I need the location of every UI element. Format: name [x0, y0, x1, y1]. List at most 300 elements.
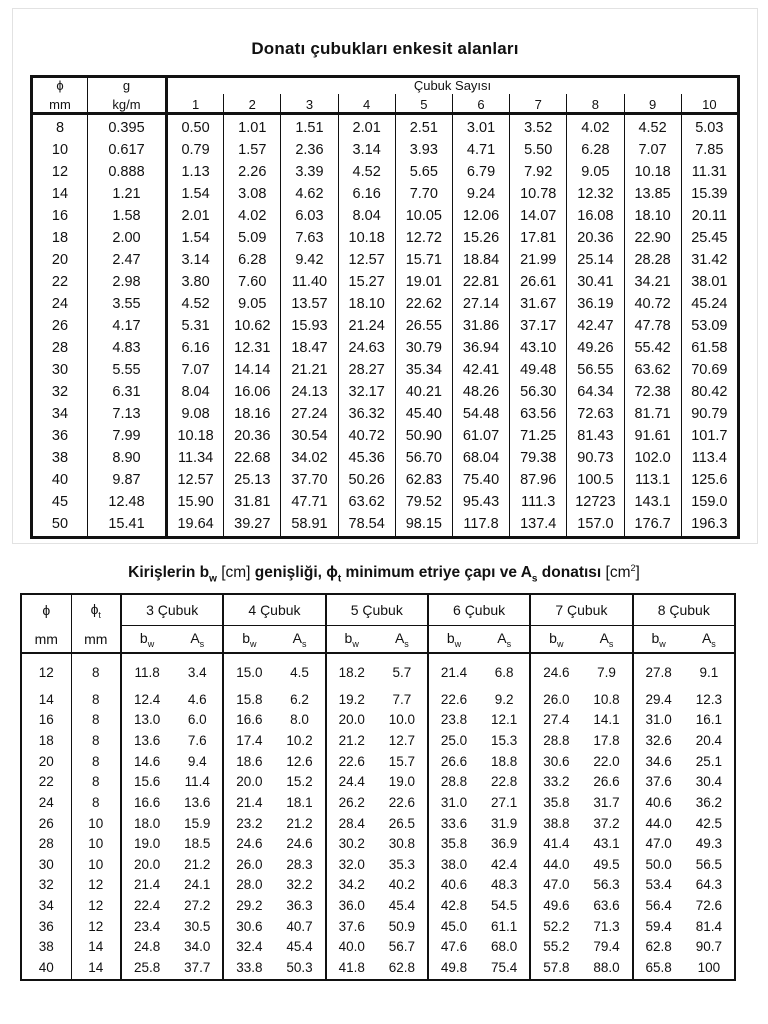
- area-cell: 28.28: [624, 250, 681, 272]
- as-cell: 5.7: [377, 653, 428, 690]
- as-symbol: A: [599, 629, 609, 646]
- area-cell: 27.14: [452, 294, 509, 316]
- table-row: [21, 710, 735, 731]
- as-cell: 6.2: [274, 690, 325, 711]
- area-cell: 25.14: [567, 250, 624, 272]
- as-cell: 50.3: [274, 958, 325, 980]
- area-cell: 9.05: [567, 162, 624, 184]
- as-cell: 9.1: [684, 653, 735, 690]
- bar-group-header: 3 Çubuk: [121, 594, 223, 626]
- as-cell: 18.8: [479, 752, 530, 773]
- bw-cell: 33.6: [440, 815, 468, 831]
- as-cell: 62.8: [377, 958, 428, 980]
- bw-cell: 22.6: [440, 691, 468, 707]
- table-row: [32, 513, 739, 537]
- bw-cell: 26.0: [543, 691, 570, 707]
- diameter-cell: 32: [32, 382, 88, 404]
- as-cell: 12.6: [274, 752, 325, 773]
- bw-cell: 23.8: [440, 712, 468, 728]
- area-cell: 1.54: [167, 184, 224, 206]
- phi-t-sub: t: [98, 609, 101, 620]
- bw-cell: 40.0: [338, 939, 365, 955]
- area-cell: 21.99: [510, 250, 567, 272]
- as-cell: 49.5: [581, 855, 632, 876]
- as-cell: 54.5: [479, 896, 530, 917]
- as-cell: 15.7: [377, 752, 428, 773]
- area-cell: 54.48: [452, 404, 509, 426]
- weight-cell: 4.17: [88, 316, 167, 338]
- as-sub: s: [608, 638, 614, 649]
- area-cell: 22.68: [224, 448, 281, 470]
- bw-cell: 29.4: [645, 691, 672, 707]
- bw-cell: 33.2: [543, 774, 570, 790]
- area-cell: 12.72: [395, 228, 452, 250]
- as-cell: 9.2: [479, 690, 530, 711]
- diameter-cell: 18: [32, 228, 88, 250]
- area-cell: 1.51: [281, 114, 338, 141]
- area-cell: 15.93: [281, 316, 338, 338]
- as-cell: 9.4: [172, 752, 223, 773]
- area-cell: 7.07: [624, 140, 681, 162]
- title-sub: w: [209, 573, 217, 585]
- diameter-cell: 50: [32, 513, 88, 537]
- area-cell: 22.90: [624, 228, 681, 250]
- bw-cell: 24.6: [543, 664, 570, 680]
- area-cell: 75.40: [452, 470, 509, 492]
- bw-symbol: b: [651, 629, 660, 646]
- area-cell: 3.93: [395, 140, 452, 162]
- as-cell: 22.8: [479, 772, 530, 793]
- phi-unit-header: mm: [32, 94, 88, 114]
- area-cell: 18.10: [624, 206, 681, 228]
- table-row: [32, 294, 739, 316]
- bw-cell: 21.4: [133, 877, 161, 893]
- rebar-area-table: [30, 75, 740, 539]
- area-cell: 70.69: [691, 361, 728, 378]
- bw-cell: 22.6: [338, 753, 365, 769]
- title-part: genişliği,: [254, 564, 327, 582]
- area-cell: 32.17: [338, 382, 395, 404]
- as-cell: 26.5: [377, 813, 428, 834]
- as-cell: 75.4: [479, 958, 530, 980]
- diameter-cell: 20: [32, 250, 88, 272]
- diameter-cell: 26: [32, 316, 88, 338]
- bw-cell: 28.0: [236, 877, 263, 893]
- bw-sub: w: [556, 638, 564, 649]
- bw-cell: 20.0: [236, 774, 263, 790]
- area-cell: 7.60: [224, 272, 281, 294]
- as-cell: 17.8: [581, 731, 632, 752]
- bw-symbol: b: [242, 629, 251, 646]
- bw-cell: 45.0: [440, 918, 468, 934]
- area-cell: 72.63: [567, 404, 624, 426]
- table-row: [21, 855, 735, 876]
- table-row: [32, 426, 739, 448]
- area-cell: 18.47: [281, 338, 338, 360]
- as-cell: 25.1: [684, 752, 735, 773]
- area-cell: 10.18: [624, 162, 681, 184]
- area-cell: 90.79: [691, 405, 728, 422]
- bw-cell: 34.6: [645, 753, 672, 769]
- as-header: [172, 626, 223, 654]
- area-cell: 19.64: [167, 513, 224, 537]
- title-part: Kirişlerin b: [128, 564, 210, 582]
- diameter-cell: 22: [21, 772, 71, 793]
- area-cell: 61.07: [452, 426, 509, 448]
- stirrup-cell: 12: [71, 896, 121, 917]
- area-cell: 95.43: [452, 492, 509, 514]
- diameter-cell: 14: [21, 690, 71, 711]
- bw-cell: 29.2: [236, 898, 263, 914]
- area-cell: 9.42: [281, 250, 338, 272]
- diameter-cell: 40: [32, 470, 88, 492]
- bw-cell: 42.8: [440, 898, 468, 914]
- table-row: [32, 338, 739, 360]
- bw-cell: 56.4: [645, 898, 672, 914]
- bw-symbol: b: [344, 629, 353, 646]
- area-cell: 14.07: [510, 206, 567, 228]
- area-cell: 3.08: [224, 184, 281, 206]
- as-cell: 68.0: [479, 937, 530, 958]
- stirrup-cell: 10: [71, 813, 121, 834]
- area-cell: 48.26: [452, 382, 509, 404]
- as-symbol: A: [292, 629, 302, 646]
- phi-t-header: [71, 594, 121, 626]
- table-row: [32, 162, 739, 184]
- area-cell: 63.56: [510, 404, 567, 426]
- as-cell: 37.2: [581, 813, 632, 834]
- area-cell: 137.4: [510, 513, 567, 537]
- bar-group-header: 6 Çubuk: [428, 594, 530, 626]
- area-cell: 1.57: [224, 140, 281, 162]
- bar-count-4: 4: [338, 94, 395, 114]
- area-cell: 4.52: [167, 294, 224, 316]
- bar-count-10: 10: [681, 94, 738, 114]
- bw-header: [223, 626, 274, 654]
- diameter-cell: 38: [32, 448, 88, 470]
- area-cell: 56.30: [510, 382, 567, 404]
- as-cell: 24.6: [274, 834, 325, 855]
- stirrup-cell: 14: [71, 937, 121, 958]
- area-cell: 6.16: [338, 184, 395, 206]
- area-cell: 98.15: [395, 513, 452, 537]
- bw-cell: 26.6: [440, 753, 468, 769]
- bw-cell: 50.0: [645, 856, 672, 872]
- area-cell: 49.26: [567, 338, 624, 360]
- stirrup-cell: 14: [71, 958, 121, 980]
- bar-count-7: 7: [510, 94, 567, 114]
- area-cell: 12.32: [567, 184, 624, 206]
- title-part: minimum etriye çapı ve A: [341, 564, 532, 582]
- diameter-cell: 34: [32, 404, 88, 426]
- area-cell: 10.18: [338, 228, 395, 250]
- area-cell: 4.02: [224, 206, 281, 228]
- as-cell: 71.3: [581, 917, 632, 938]
- bw-cell: 49.6: [543, 898, 570, 914]
- phi-header: ϕ: [21, 594, 71, 626]
- as-cell: 11.4: [172, 772, 223, 793]
- area-cell: 50.90: [395, 426, 452, 448]
- area-cell: 6.28: [567, 140, 624, 162]
- bar-group-header: 8 Çubuk: [633, 594, 735, 626]
- table-row: [21, 793, 735, 814]
- bar-count-8: 8: [567, 94, 624, 114]
- area-cell: 62.83: [395, 470, 452, 492]
- area-cell: 11.31: [691, 164, 727, 181]
- as-cell: 40.7: [274, 917, 325, 938]
- area-cell: 6.79: [452, 162, 509, 184]
- area-cell: 4.62: [281, 184, 338, 206]
- area-cell: 14.14: [224, 360, 281, 382]
- table-row: [21, 937, 735, 958]
- bar-count-5: 5: [395, 94, 452, 114]
- area-cell: 79.52: [395, 492, 452, 514]
- as-sub: s: [301, 638, 307, 649]
- area-cell: 79.38: [510, 448, 567, 470]
- as-cell: 22.6: [377, 793, 428, 814]
- area-cell: 36.19: [567, 294, 624, 316]
- as-symbol: A: [190, 629, 200, 646]
- as-cell: 31.7: [581, 793, 632, 814]
- table-row: [32, 184, 739, 206]
- as-cell: 12.7: [377, 731, 428, 752]
- as-cell: 48.3: [479, 875, 530, 896]
- bw-cell: 24.8: [133, 939, 161, 955]
- bw-header: [530, 626, 581, 654]
- as-sub: s: [404, 638, 409, 649]
- area-cell: 113.4: [691, 449, 727, 466]
- area-cell: 40.21: [395, 382, 452, 404]
- area-cell: 45.24: [691, 295, 728, 312]
- as-cell: 88.0: [581, 958, 632, 980]
- as-cell: 30.4: [684, 772, 735, 793]
- area-cell: 3.01: [452, 114, 509, 141]
- bw-cell: 59.4: [645, 918, 672, 934]
- as-cell: 30.5: [172, 917, 223, 938]
- as-symbol: A: [701, 629, 712, 646]
- area-cell: 42.47: [567, 316, 624, 338]
- area-cell: 5.50: [510, 140, 567, 162]
- as-cell: 21.2: [172, 855, 223, 876]
- as-cell: 24.1: [172, 875, 223, 896]
- area-cell: 7.07: [167, 360, 224, 382]
- area-cell: 47.78: [624, 316, 681, 338]
- bw-cell: 28.8: [543, 733, 570, 749]
- area-cell: 6.28: [224, 250, 281, 272]
- area-cell: 56.70: [395, 448, 452, 470]
- area-cell: 117.8: [452, 513, 509, 537]
- bw-cell: 23.2: [236, 815, 263, 831]
- title-part: donatısı: [537, 564, 606, 582]
- area-cell: 5.65: [395, 162, 452, 184]
- area-cell: 87.96: [510, 470, 567, 492]
- bw-cell: 40.6: [645, 794, 672, 810]
- bw-cell: 20.0: [133, 856, 161, 872]
- as-cell: 34.0: [172, 937, 223, 958]
- area-cell: 12.31: [224, 338, 281, 360]
- as-cell: 6.0: [172, 710, 223, 731]
- area-cell: 37.17: [510, 316, 567, 338]
- weight-cell: 2.98: [88, 272, 167, 294]
- as-cell: 12.3: [684, 690, 735, 711]
- stirrup-cell: 8: [71, 772, 121, 793]
- area-cell: 2.51: [395, 114, 452, 141]
- bw-cell: 31.0: [440, 794, 468, 810]
- beam-width-table: [20, 593, 736, 981]
- area-cell: 10.78: [510, 184, 567, 206]
- bw-sub: w: [352, 638, 359, 649]
- as-cell: 50.9: [377, 917, 428, 938]
- as-sub: s: [711, 638, 716, 649]
- area-cell: 196.3: [691, 515, 728, 532]
- area-cell: 3.39: [281, 162, 338, 184]
- diameter-cell: 22: [32, 272, 88, 294]
- bw-cell: 30.6: [236, 918, 263, 934]
- table-row: [32, 404, 739, 426]
- area-cell: 12.57: [167, 470, 224, 492]
- area-cell: 15.26: [452, 228, 509, 250]
- as-cell: 10.0: [377, 710, 428, 731]
- bw-cell: 52.2: [543, 918, 570, 934]
- table-row: [32, 360, 739, 382]
- area-cell: 10.62: [224, 316, 281, 338]
- table-row: [32, 114, 739, 141]
- as-cell: 72.6: [684, 896, 735, 917]
- area-cell: 11.34: [167, 448, 224, 470]
- area-cell: 30.54: [281, 426, 338, 448]
- as-cell: 15.2: [274, 772, 325, 793]
- bw-cell: 37.6: [645, 774, 672, 790]
- area-cell: 37.70: [281, 470, 338, 492]
- area-cell: 1.54: [167, 228, 224, 250]
- weight-cell: 12.48: [88, 492, 167, 514]
- table-row: [21, 772, 735, 793]
- bw-cell: 32.0: [338, 856, 365, 872]
- bw-cell: 30.6: [543, 753, 570, 769]
- area-cell: 12723: [567, 492, 624, 514]
- area-cell: 20.36: [567, 228, 624, 250]
- area-cell: 58.91: [281, 513, 338, 537]
- diameter-cell: 8: [32, 114, 88, 141]
- area-cell: 81.71: [624, 404, 681, 426]
- as-cell: 6.8: [479, 653, 530, 690]
- bw-cell: 22.4: [133, 898, 161, 914]
- area-cell: 24.13: [281, 382, 338, 404]
- area-cell: 3.52: [510, 114, 567, 141]
- as-header: [274, 626, 325, 654]
- area-cell: 13.57: [281, 294, 338, 316]
- title-sup: 2: [630, 563, 636, 573]
- bw-cell: 30.2: [338, 836, 365, 852]
- bw-cell: 17.4: [236, 733, 263, 749]
- as-cell: 27.2: [172, 896, 223, 917]
- area-cell: 53.09: [691, 317, 728, 334]
- as-cell: 3.4: [172, 653, 223, 690]
- bw-cell: 35.8: [543, 794, 570, 810]
- area-cell: 91.61: [624, 426, 681, 448]
- stirrup-cell: 8: [71, 690, 121, 711]
- weight-cell: 3.55: [88, 294, 167, 316]
- area-cell: 30.41: [567, 272, 624, 294]
- area-cell: 176.7: [624, 513, 681, 537]
- area-cell: 0.50: [167, 114, 224, 141]
- title-part: [cm]: [216, 564, 255, 582]
- area-cell: 9.24: [452, 184, 509, 206]
- bw-symbol: b: [139, 629, 148, 646]
- area-cell: 78.54: [338, 513, 395, 537]
- bw-cell: 15.0: [236, 664, 263, 680]
- area-cell: 21.21: [281, 360, 338, 382]
- area-cell: 2.36: [281, 140, 338, 162]
- table-row: [21, 690, 735, 711]
- diameter-cell: 12: [32, 162, 88, 184]
- bw-cell: 38.8: [543, 815, 570, 831]
- bw-cell: 21.4: [440, 664, 468, 680]
- as-header: [479, 626, 530, 654]
- as-cell: 56.5: [684, 855, 735, 876]
- bw-cell: 13.6: [133, 733, 161, 749]
- bw-cell: 47.0: [543, 877, 570, 893]
- as-cell: 12.1: [479, 710, 530, 731]
- stirrup-cell: 8: [71, 710, 121, 731]
- bw-cell: 38.0: [440, 856, 468, 872]
- area-cell: 34.21: [624, 272, 681, 294]
- phi-symbol: ϕ: [326, 564, 338, 582]
- as-cell: 43.1: [581, 834, 632, 855]
- area-cell: 20.36: [224, 426, 281, 448]
- area-cell: 27.24: [281, 404, 338, 426]
- diameter-cell: 30: [21, 855, 71, 876]
- area-cell: 5.31: [167, 316, 224, 338]
- area-cell: 38.01: [691, 273, 728, 290]
- bw-cell: 18.0: [133, 815, 161, 831]
- area-cell: 113.1: [624, 470, 681, 492]
- rebar-area-rows: [32, 114, 739, 538]
- area-cell: 49.48: [510, 360, 567, 382]
- as-header: [377, 626, 428, 654]
- as-cell: 56.7: [377, 937, 428, 958]
- bar-group-header: 4 Çubuk: [223, 594, 325, 626]
- weight-cell: 1.58: [88, 206, 167, 228]
- bw-symbol: b: [446, 629, 455, 646]
- bw-cell: 47.6: [440, 939, 468, 955]
- weight-cell: 0.888: [88, 162, 167, 184]
- area-cell: 68.04: [452, 448, 509, 470]
- area-cell: 4.52: [338, 162, 395, 184]
- area-cell: 22.62: [395, 294, 452, 316]
- as-cell: 18.1: [274, 793, 325, 814]
- area-cell: 71.25: [510, 426, 567, 448]
- area-cell: 2.01: [338, 114, 395, 141]
- area-cell: 43.10: [510, 338, 567, 360]
- as-cell: 42.5: [684, 813, 735, 834]
- bar-count-6: 6: [452, 94, 509, 114]
- diameter-cell: 28: [21, 834, 71, 855]
- bw-cell: 26.0: [236, 856, 263, 872]
- as-cell: 61.1: [479, 917, 530, 938]
- diameter-cell: 36: [21, 917, 71, 938]
- area-cell: 50.26: [338, 470, 395, 492]
- bw-cell: 25.0: [440, 733, 468, 749]
- area-cell: 24.63: [338, 338, 395, 360]
- table-row: [21, 752, 735, 773]
- area-cell: 21.24: [338, 316, 395, 338]
- bw-cell: 65.8: [645, 960, 672, 976]
- area-cell: 25.45: [691, 230, 728, 247]
- area-cell: 9.05: [224, 294, 281, 316]
- as-header: [684, 626, 735, 654]
- bw-sub: w: [659, 638, 666, 649]
